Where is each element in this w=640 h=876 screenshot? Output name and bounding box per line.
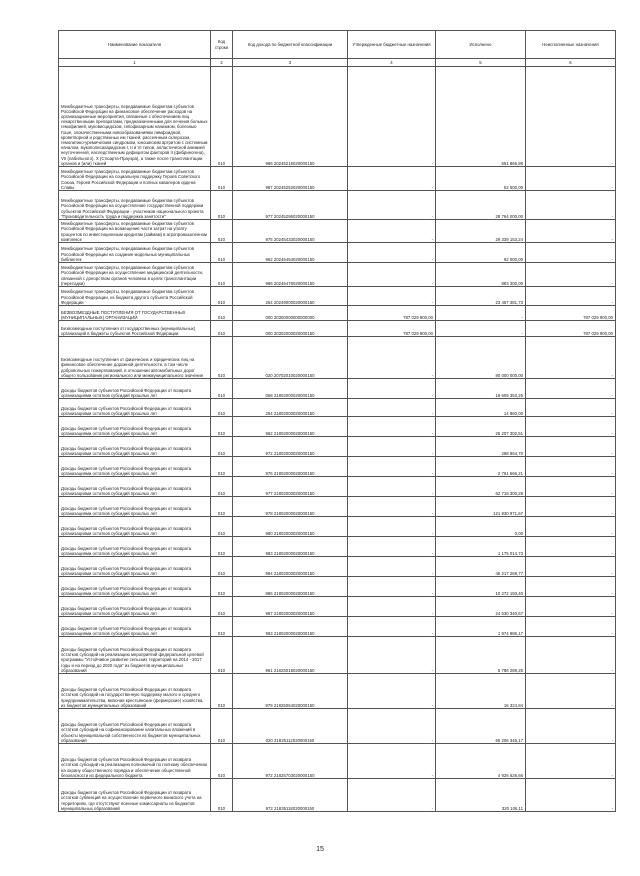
- column-number: 1: [59, 59, 211, 67]
- row-executed: 45 217 269,77: [436, 557, 526, 577]
- row-executed: 52 500,00: [436, 167, 526, 191]
- row-kbk: 979 21825064020000150: [233, 674, 348, 709]
- row-name: Безвозмездные поступления от государственных (муниципальных) организаций в бюджеты субъектов Российской Федерации: [59, 321, 211, 337]
- row-approved: 787 029 900,00: [348, 306, 436, 321]
- row-kbk: 972 21825703020000150: [233, 744, 348, 779]
- row-unexecuted: -: [526, 709, 616, 744]
- header-unexecuted: Неисполненные назначения: [526, 31, 616, 59]
- row-unexecuted: -: [526, 243, 616, 263]
- row-executed: 92 000,00: [436, 243, 526, 263]
- table-row: [59, 477, 616, 497]
- row-executed: 1 175 014,73: [436, 537, 526, 557]
- row-kbk: 961 21825018020000150: [233, 637, 348, 674]
- row-code: 010: [211, 477, 233, 497]
- row-kbk: 975 20245433020000150: [233, 220, 348, 243]
- table-row: [59, 517, 616, 537]
- row-approved: -: [348, 537, 436, 557]
- row-unexecuted: -: [526, 779, 616, 812]
- row-code: 010: [211, 379, 233, 399]
- row-unexecuted: 787 029 900,00: [526, 306, 616, 321]
- table-row: [59, 67, 616, 167]
- row-approved: -: [348, 617, 436, 637]
- row-executed: 16 324,84: [436, 674, 526, 709]
- row-executed: -: [436, 306, 526, 321]
- row-unexecuted: -: [526, 417, 616, 437]
- row-approved: -: [348, 674, 436, 709]
- budget-execution-table: [58, 30, 616, 812]
- row-code: 010: [211, 744, 233, 779]
- table-row: [59, 306, 616, 321]
- row-approved: -: [348, 167, 436, 191]
- row-approved: -: [348, 457, 436, 477]
- row-unexecuted: -: [526, 457, 616, 477]
- row-unexecuted: -: [526, 674, 616, 709]
- row-name: Межбюджетные трансферты, передаваемые бюджетам субъектов Российской Федерации на осуществление медицинской деятельности, связанной с донорством органов человека в целях трансплантации (пересадки): [59, 263, 211, 287]
- row-name: Межбюджетные трансферты, передаваемые бюджетам субъектов Российской Федерации на возмещение части затрат на уплату процентов по инвестиционным кредитам (займам) в агропромышленном комплексе: [59, 220, 211, 243]
- row-code: 010: [211, 557, 233, 577]
- column-number: 6: [526, 59, 616, 67]
- row-executed: 24 530 340,67: [436, 597, 526, 617]
- table-row: [59, 337, 616, 379]
- row-approved: -: [348, 191, 436, 220]
- row-name: Доходы бюджетов субъектов Российской Федерации от возврата остатков субсидий на государственную поддержку малого и среднего предпринимательства, включая крестьянские (фермерские) хозяйства, из бюджетов муниципальных образований: [59, 674, 211, 709]
- row-code: 010: [211, 191, 233, 220]
- table-row: [59, 779, 616, 812]
- row-approved: -: [348, 477, 436, 497]
- row-code: 010: [211, 220, 233, 243]
- row-approved: -: [348, 497, 436, 517]
- row-code: 010: [211, 537, 233, 557]
- row-approved: -: [348, 287, 436, 306]
- row-code: 010: [211, 674, 233, 709]
- table-row: [59, 287, 616, 306]
- row-name: Доходы бюджетов субъектов Российской Федерации от возврата организациями остатков субсидий прошлых лет: [59, 437, 211, 457]
- row-executed: 4 926 626,66: [436, 744, 526, 779]
- table-row: [59, 744, 616, 779]
- row-code: 010: [211, 709, 233, 744]
- row-code: 010: [211, 263, 233, 287]
- row-kbk: 962 20245454020000150: [233, 243, 348, 263]
- row-executed: 1 974 886,17: [436, 617, 526, 637]
- row-kbk: 962 21802000020000150: [233, 417, 348, 437]
- row-kbk: 976 21802000020000150: [233, 457, 348, 477]
- row-kbk: 986 20245216020000150: [233, 67, 348, 167]
- row-code: 010: [211, 517, 233, 537]
- row-name: Доходы бюджетов субъектов Российской Федерации от возврата организациями остатков субсидий прошлых лет: [59, 517, 211, 537]
- row-unexecuted: -: [526, 637, 616, 674]
- header-name: Наименование показателя: [59, 31, 211, 59]
- row-unexecuted: -: [526, 399, 616, 417]
- column-number: 5: [436, 59, 526, 67]
- header-approved: Утвержденные бюджетные назначения: [348, 31, 436, 59]
- column-number: 2: [211, 59, 233, 67]
- row-code: 010: [211, 497, 233, 517]
- row-kbk: 980 21802000020000150: [233, 517, 348, 537]
- table-row: [59, 437, 616, 457]
- row-unexecuted: -: [526, 497, 616, 517]
- row-executed: 883 300,00: [436, 263, 526, 287]
- row-kbk: 977 21802000020000150: [233, 477, 348, 497]
- row-executed: 28 764 000,00: [436, 191, 526, 220]
- table-row: [59, 674, 616, 709]
- row-code: 010: [211, 637, 233, 674]
- row-approved: -: [348, 577, 436, 597]
- table-row: [59, 379, 616, 399]
- row-unexecuted: -: [526, 537, 616, 557]
- row-unexecuted: -: [526, 167, 616, 191]
- table-row: [59, 321, 616, 337]
- table-row: [59, 617, 616, 637]
- row-approved: -: [348, 744, 436, 779]
- row-name: Доходы бюджетов субъектов Российской Федерации от возврата организациями остатков субсидий прошлых лет: [59, 379, 211, 399]
- row-kbk: 254 21802000020000150: [233, 399, 348, 417]
- row-kbk: 986 20245476020000150: [233, 263, 348, 287]
- row-name: Доходы бюджетов субъектов Российской Федерации от возврата остатков субсидий на реализацию мероприятий федеральной целевой программы "Устойчивое развитие сельских территорий на 2014 - 2017 годы и на период до 2020 года" из бюджетов муниципальных образований: [59, 637, 211, 674]
- row-unexecuted: -: [526, 557, 616, 577]
- row-unexecuted: -: [526, 287, 616, 306]
- row-name: Межбюджетные трансферты, передаваемые бюджетам субъектов Российской Федерации на социальную поддержку Героев Советского Союза, Героев Российской Федерации и полных кавалеров ордена Славы: [59, 167, 211, 191]
- row-code: 010: [211, 321, 233, 337]
- row-executed: 121 830 971,67: [436, 497, 526, 517]
- row-unexecuted: -: [526, 744, 616, 779]
- row-name: Межбюджетные трансферты, передаваемые бюджетам субъектов Российской Федерации, из бюджета другого субъекта Российской Федерации: [59, 287, 211, 306]
- row-approved: -: [348, 709, 436, 744]
- row-executed: 80 000 000,00: [436, 337, 526, 379]
- column-number: 4: [348, 59, 436, 67]
- row-name: Доходы бюджетов субъектов Российской Федерации от возврата организациями остатков субсидий прошлых лет: [59, 457, 211, 477]
- table-row: [59, 709, 616, 744]
- column-number: 3: [233, 59, 348, 67]
- row-code: 010: [211, 167, 233, 191]
- table-row: [59, 457, 616, 477]
- table-row: [59, 637, 616, 674]
- row-kbk: 068 21802000020000150: [233, 379, 348, 399]
- row-code: 010: [211, 617, 233, 637]
- row-unexecuted: -: [526, 437, 616, 457]
- row-code: 010: [211, 243, 233, 263]
- page-number: 15: [316, 846, 324, 853]
- row-name: Доходы бюджетов субъектов Российской Федерации от возврата организациями остатков субсидий прошлых лет: [59, 399, 211, 417]
- row-name: Доходы бюджетов субъектов Российской Федерации от возврата организациями остатков субсидий прошлых лет: [59, 477, 211, 497]
- row-name: Доходы бюджетов субъектов Российской Федерации от возврата организациями остатков субсидий прошлых лет: [59, 577, 211, 597]
- row-kbk: 020 20702010020000150: [233, 337, 348, 379]
- row-kbk: 977 20245296020000150: [233, 191, 348, 220]
- table-row: [59, 399, 616, 417]
- row-approved: -: [348, 779, 436, 812]
- row-approved: -: [348, 597, 436, 617]
- row-executed: 62 719 300,28: [436, 477, 526, 497]
- row-kbk: 020 21825112020000150: [233, 709, 348, 744]
- row-approved: -: [348, 437, 436, 457]
- row-code: 010: [211, 577, 233, 597]
- row-name: Доходы бюджетов субъектов Российской Федерации от возврата организациями остатков субсидий прошлых лет: [59, 497, 211, 517]
- row-unexecuted: -: [526, 191, 616, 220]
- row-approved: -: [348, 417, 436, 437]
- table-row: [59, 263, 616, 287]
- row-name: Межбюджетные трансферты, передаваемые бюджетам субъектов Российской Федерации на создание модельных муниципальных библиотек: [59, 243, 211, 263]
- row-code: 010: [211, 67, 233, 167]
- row-kbk: 972 21835118020000150: [233, 779, 348, 812]
- row-unexecuted: -: [526, 577, 616, 597]
- row-kbk: 254 20249000020000150: [233, 287, 348, 306]
- row-name: БЕЗВОЗМЕЗДНЫЕ ПОСТУПЛЕНИЯ ОТ ГОСУДАРСТВЕННЫХ (МУНИЦИПАЛЬНЫХ) ОРГАНИЗАЦИЙ: [59, 306, 211, 321]
- row-unexecuted: -: [526, 67, 616, 167]
- row-name: Доходы бюджетов субъектов Российской Федерации от возврата организациями остатков субсидий прошлых лет: [59, 557, 211, 577]
- row-name: Доходы бюджетов субъектов Российской Федерации от возврата организациями остатков субсидий прошлых лет: [59, 417, 211, 437]
- row-executed: 5 786 289,25: [436, 637, 526, 674]
- row-approved: -: [348, 557, 436, 577]
- header-code: Код строки: [211, 31, 233, 59]
- row-unexecuted: 787 029 900,00: [526, 321, 616, 337]
- row-code: 010: [211, 306, 233, 321]
- row-name: Доходы бюджетов субъектов Российской Федерации от возврата организациями остатков субсидий прошлых лет: [59, 537, 211, 557]
- table-row: [59, 537, 616, 557]
- table-row: [59, 220, 616, 243]
- row-kbk: 984 21802000020000150: [233, 557, 348, 577]
- row-unexecuted: -: [526, 263, 616, 287]
- table-row: [59, 417, 616, 437]
- row-unexecuted: -: [526, 379, 616, 399]
- row-executed: 18 609 353,25: [436, 379, 526, 399]
- row-code: 010: [211, 399, 233, 417]
- row-unexecuted: -: [526, 517, 616, 537]
- table-row: [59, 191, 616, 220]
- table-row: [59, 167, 616, 191]
- row-code: 010: [211, 287, 233, 306]
- row-name: Безвозмездные поступления от физических и юридических лиц на финансовое обеспечение дорожной деятельности, в том числе добровольных пожертвований, в отношении автомобильных дорог общего пользования регионального или межмуниципального значения: [59, 337, 211, 379]
- row-unexecuted: -: [526, 337, 616, 379]
- row-kbk: 978 21802000020000150: [233, 497, 348, 517]
- row-approved: -: [348, 517, 436, 537]
- header-kbk: Код дохода по бюджетной классификации: [233, 31, 348, 59]
- row-kbk: 000 20302000020000150: [233, 321, 348, 337]
- row-code: 010: [211, 457, 233, 477]
- row-executed: 29 339 153,24: [436, 220, 526, 243]
- table-row: [59, 497, 616, 517]
- row-executed: -: [436, 321, 526, 337]
- row-kbk: 972 21802000020000150: [233, 437, 348, 457]
- table-row: [59, 597, 616, 617]
- row-name: Доходы бюджетов субъектов Российской Федерации от возврата остатков субсидий на софинансирование капитальных вложений в объекты муниципальной собственности из бюджетов муниципальных образований: [59, 709, 211, 744]
- row-executed: 288 864,70: [436, 437, 526, 457]
- row-code: 010: [211, 417, 233, 437]
- row-approved: -: [348, 399, 436, 417]
- row-name: Доходы бюджетов субъектов Российской Федерации от возврата остатков субсидий на реализацию полномочий по полному обеспечению на охрану общественного порядка и обеспечение общественной безопасности из федерального бюджета: [59, 744, 211, 779]
- row-kbk: 987 21802000020000150: [233, 597, 348, 617]
- header-executed: Исполнено: [436, 31, 526, 59]
- table-row: [59, 577, 616, 597]
- row-code: 010: [211, 779, 233, 812]
- row-code: 010: [211, 337, 233, 379]
- row-executed: 2 761 666,21: [436, 457, 526, 477]
- row-kbk: 986 21802000020000150: [233, 577, 348, 597]
- column-number-row: [59, 59, 616, 67]
- row-executed: 551 866,88: [436, 67, 526, 167]
- row-executed: 320 106,11: [436, 779, 526, 812]
- row-kbk: 983 21802000020000150: [233, 537, 348, 557]
- row-name: Доходы бюджетов субъектов Российской Федерации от возврата остатков субвенций на осуществление первичного воинского учета на территориях, где отсутствуют военные комиссариаты из бюджетов муниципальных образований: [59, 779, 211, 812]
- row-executed: 23 457 381,73: [436, 287, 526, 306]
- row-unexecuted: -: [526, 477, 616, 497]
- row-name: Межбюджетные трансферты, передаваемые бюджетам субъектов Российской Федерации на финансовое обеспечение расходов на организационные мероприятия, связанные с обеспечением лиц лекарственными препаратами, предназначенными для лечения больных гемофилией, муковисцидозом, гипофизарным нанизмом, болезнью Гоше, злокачественными новообразованиями лимфоидной, кроветворной и родственных им тканей, рассеянным склерозом, гемолитико-уремическим синдромом, юношеским артритом с системным началом, мукополисахаридозом I, II и VI типов, апластической анемией неуточненной, наследственным дефицитом факторов II (фибриногена), VII (лабильного), X (Стюарта-Прауэра), а также после трансплантации органов и (или) тканей: [59, 67, 211, 167]
- row-unexecuted: -: [526, 617, 616, 637]
- row-name: Межбюджетные трансферты, передаваемые бюджетам субъектов Российской Федерации на осуществление государственной поддержки субъектов Российской Федерации - участников национального проекта "Производительность труда и поддержка занятости": [59, 191, 211, 220]
- row-approved: 787 029 900,00: [348, 321, 436, 337]
- table-header-row: [59, 31, 616, 59]
- row-kbk: 987 20245252020000150: [233, 167, 348, 191]
- row-code: 010: [211, 597, 233, 617]
- row-approved: -: [348, 220, 436, 243]
- row-executed: 14 860,00: [436, 399, 526, 417]
- row-code: 010: [211, 437, 233, 457]
- row-unexecuted: -: [526, 597, 616, 617]
- row-approved: -: [348, 67, 436, 167]
- row-executed: 0,00: [436, 517, 526, 537]
- row-approved: -: [348, 263, 436, 287]
- row-kbk: 993 21802000020000150: [233, 617, 348, 637]
- row-approved: -: [348, 379, 436, 399]
- row-executed: 65 206 345,17: [436, 709, 526, 744]
- row-executed: 25 207 302,51: [436, 417, 526, 437]
- row-name: Доходы бюджетов субъектов Российской Федерации от возврата организациями остатков субсидий прошлых лет: [59, 617, 211, 637]
- row-approved: -: [348, 243, 436, 263]
- row-approved: -: [348, 337, 436, 379]
- row-approved: -: [348, 637, 436, 674]
- table-row: [59, 557, 616, 577]
- table-row: [59, 243, 616, 263]
- row-kbk: 000 20300000000000000: [233, 306, 348, 321]
- row-executed: 10 272 193,40: [436, 577, 526, 597]
- row-name: Доходы бюджетов субъектов Российской Федерации от возврата организациями остатков субсидий прошлых лет: [59, 597, 211, 617]
- row-unexecuted: -: [526, 220, 616, 243]
